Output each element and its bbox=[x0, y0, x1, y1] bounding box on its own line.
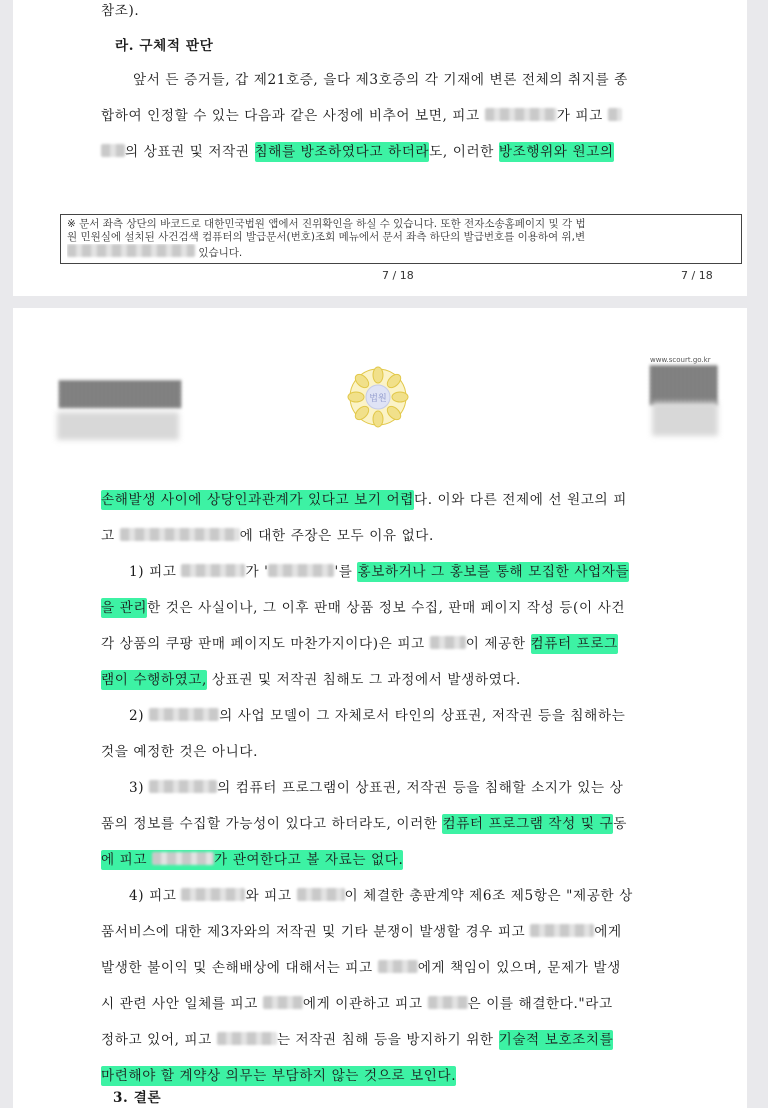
highlight: 손해발생 사이에 상당인과관계가 있다고 보기 어렵 bbox=[101, 492, 414, 508]
page-number: 7 / 18 bbox=[382, 269, 414, 282]
section-heading: 3. 결론 bbox=[113, 1090, 162, 1106]
text-line: 의 상표권 및 저작권 침해를 방조하였다고 하더라도, 이러한 방조행위와 원고의 bbox=[101, 142, 675, 162]
highlight: 홍보하거나 그 홍보를 통해 모집한 사업자들 bbox=[357, 564, 630, 580]
barcode-image bbox=[59, 380, 181, 408]
redacted-name bbox=[430, 636, 466, 649]
redacted-qr-label bbox=[652, 402, 718, 436]
redacted-name bbox=[485, 108, 557, 121]
highlight: 침해를 방조하였다고 하더라 bbox=[254, 144, 430, 160]
redacted-name bbox=[297, 888, 345, 901]
text-line: 손해발생 사이에 상당인과관계가 있다고 보기 어렵다. 이와 다른 전제에 선 원고의 피 bbox=[101, 492, 627, 508]
highlight: 기술적 보호조치를 bbox=[498, 1032, 614, 1048]
text-line: 품서비스에 대한 제3자와의 저작권 및 기타 분쟁이 발생할 경우 피고 에게 bbox=[101, 924, 622, 940]
section-heading: 라. 구체적 판단 bbox=[115, 38, 214, 54]
text-line: 합하여 인정할 수 있는 다음과 같은 사정에 비추어 보면, 피고 가 피고 bbox=[101, 106, 675, 126]
redacted-barcode-label bbox=[57, 412, 179, 440]
text-line: 2) 의 사업 모델이 그 자체로서 타인의 상표권, 저작권 등을 침해하는 bbox=[129, 708, 626, 724]
redacted-name bbox=[268, 564, 334, 577]
authenticity-notice: ※ 문서 좌측 상단의 바코드로 대한민국법원 앱에서 진위확인을 하실 수 있습니다. 또한 전자소송홈페이지 및 각 법 원 민원실에 설치된 사건검색 컴퓨터의 발급문서(번호)조회 메뉴에서 문서 좌측 하단의 발급번호를 이용하여 위,변 있습니다. bbox=[60, 214, 742, 264]
text-line: 을 관리한 것은 사실이나, 그 이후 판매 상품 정보 수집, 판매 페이지 작성 등(이 사건 bbox=[101, 600, 626, 616]
text-line: 시 관련 사안 일체를 피고 에게 이관하고 피고 은 이를 해결한다."라고 bbox=[101, 996, 613, 1012]
text-line: 것을 예정한 것은 아니다. bbox=[101, 744, 258, 760]
svg-text:법원: 법원 bbox=[369, 394, 387, 404]
redacted-name bbox=[530, 924, 594, 937]
highlight: 에 피고 가 관여한다고 볼 자료는 없다. bbox=[101, 852, 404, 868]
redacted-name bbox=[608, 108, 622, 121]
text-line: 참조). bbox=[101, 3, 140, 19]
redacted-name bbox=[217, 1032, 277, 1045]
qr-code-image bbox=[650, 365, 718, 405]
text-line: 정하고 있어, 피고 는 저작권 침해 등을 방지하기 위한 기술적 보호조치를 bbox=[101, 1032, 614, 1048]
page-number: 7 / 18 bbox=[681, 269, 713, 282]
redacted-name bbox=[181, 888, 245, 901]
redacted-name bbox=[120, 528, 240, 541]
highlight: 컴퓨터 프로그램 작성 및 구 bbox=[442, 816, 614, 832]
text-line: 앞서 든 증거들, 갑 제21호증, 을다 제3호증의 각 기재에 변론 전체의 취지를 종 bbox=[133, 72, 628, 88]
text-line bbox=[101, 850, 675, 870]
text-line: 고 에 대한 주장은 모두 이유 없다. bbox=[101, 528, 434, 544]
court-emblem-icon bbox=[347, 366, 409, 428]
redacted-name bbox=[181, 564, 245, 577]
text-line: 발생한 불이익 및 손해배상에 대해서는 피고 에게 책임이 있으며, 문제가 발생 bbox=[101, 960, 621, 976]
text-line bbox=[101, 1066, 675, 1086]
text-line: 1) 피고 가 ' '를 홍보하거나 그 홍보를 통해 모집한 사업자들 bbox=[129, 564, 630, 580]
document-page-7-bottom bbox=[13, 0, 747, 296]
text-line: 품의 정보를 수집할 가능성이 있다고 하더라도, 이러한 컴퓨터 프로그램 작성 및 구동 bbox=[101, 816, 627, 832]
redacted-name bbox=[101, 144, 125, 157]
redacted-number bbox=[67, 244, 195, 257]
highlight: 컴퓨터 프로그 bbox=[530, 636, 618, 652]
document-page-8 bbox=[13, 308, 747, 1108]
redacted-name bbox=[152, 852, 214, 865]
redacted-name bbox=[149, 780, 217, 793]
redacted-name bbox=[149, 708, 219, 721]
court-website-label: www.scourt.go.kr bbox=[650, 356, 711, 364]
redacted-name bbox=[263, 996, 303, 1009]
redacted-name bbox=[428, 996, 468, 1009]
text-line: 3) 의 컴퓨터 프로그램이 상표권, 저작권 등을 침해할 소지가 있는 상 bbox=[129, 780, 624, 796]
highlight: 램이 수행하였고, bbox=[101, 672, 207, 688]
redacted-name bbox=[378, 960, 418, 973]
text-line: 램이 수행하였고, 상표권 및 저작권 침해도 그 과정에서 발생하였다. bbox=[101, 672, 521, 688]
text-line: 4) 피고 와 피고 이 체결한 총판계약 제6조 제5항은 "제공한 상 bbox=[129, 888, 633, 904]
highlight: 마련해야 할 계약상 의무는 부담하지 않는 것으로 보인다. bbox=[101, 1068, 457, 1084]
text-line: 각 상품의 쿠팡 판매 페이지도 마찬가지이다)은 피고 이 제공한 컴퓨터 프로그 bbox=[101, 636, 618, 652]
highlight: 방조행위와 원고의 bbox=[498, 144, 614, 160]
highlight: 을 관리 bbox=[101, 600, 148, 616]
